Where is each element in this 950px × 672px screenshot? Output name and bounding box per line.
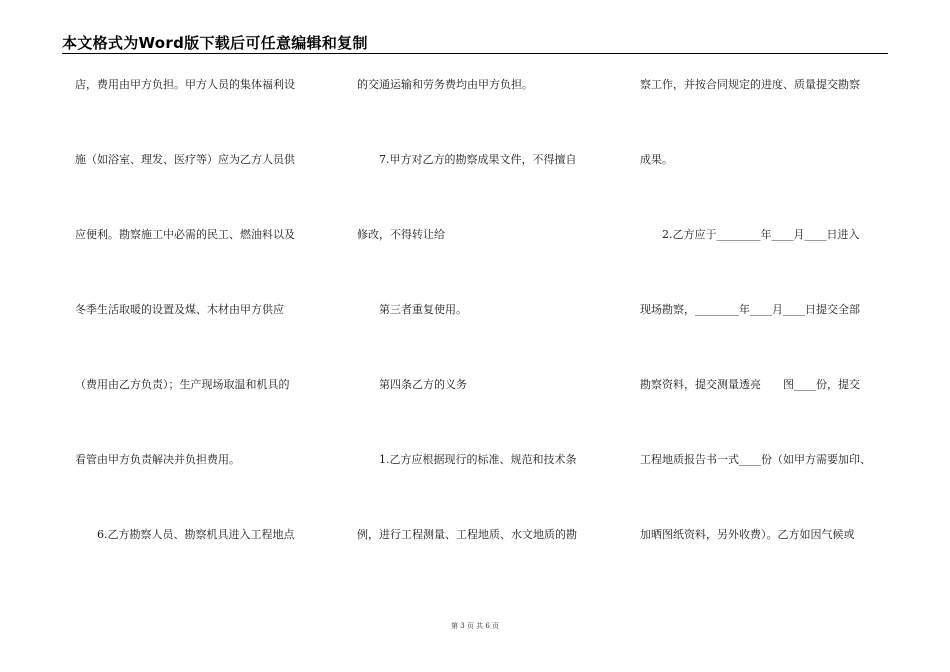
- text-line: 6.乙方勘察人员、勘察机具进入工程地点: [75, 528, 295, 541]
- text-line: 7.甲方对乙方的勘察成果文件，不得擅自: [357, 153, 577, 166]
- text-line: 第三者重复使用。: [357, 303, 467, 316]
- text-line: 店，费用由甲方负担。甲方人员的集体福利设: [75, 78, 295, 91]
- text-line: 加晒图纸资料，另外收费）。乙方如因气候或: [640, 528, 855, 541]
- text-line: 施（如浴室、理发、医疗等）应为乙方人员供: [75, 153, 295, 166]
- text-line: 1.乙方应根据现行的标准、规范和技术条: [357, 453, 577, 466]
- text-line: 察工作，并按合同规定的进度、质量提交勘察: [640, 78, 860, 91]
- text-line: 应便利。勘察施工中必需的民工、燃油料以及: [75, 228, 295, 241]
- text-line: （费用由乙方负责）；生产现场取温和机具的: [75, 378, 290, 391]
- section-heading: 第四条乙方的义务: [357, 378, 467, 391]
- text-line: 现场勘察，________年____月____日提交全部: [640, 303, 860, 316]
- text-line: 工程地质报告书一式____份（如甲方需要加印、: [640, 453, 871, 466]
- text-line: 例，进行工程测量、工程地质、水文地质的勘: [357, 528, 577, 541]
- text-line: 勘察资料，提交测量透亮 图____份，提交: [640, 378, 860, 391]
- page-header-title: 本文格式为Word版下载后可任意编辑和复制: [62, 34, 368, 52]
- text-line: 成果。: [640, 153, 673, 166]
- text-line: 修改，不得转让给: [357, 228, 445, 241]
- text-line: 冬季生活取暖的设置及煤、木材由甲方供应: [75, 303, 284, 316]
- text-line: 2.乙方应于________年____月____日进入: [640, 228, 860, 241]
- text-line: 看管由甲方负责解决并负担费用。: [75, 453, 240, 466]
- text-line: 的交通运输和劳务费均由甲方负担。: [357, 78, 533, 91]
- header-divider: [62, 53, 888, 54]
- page-number: 第 3 页 共 6 页: [450, 622, 500, 630]
